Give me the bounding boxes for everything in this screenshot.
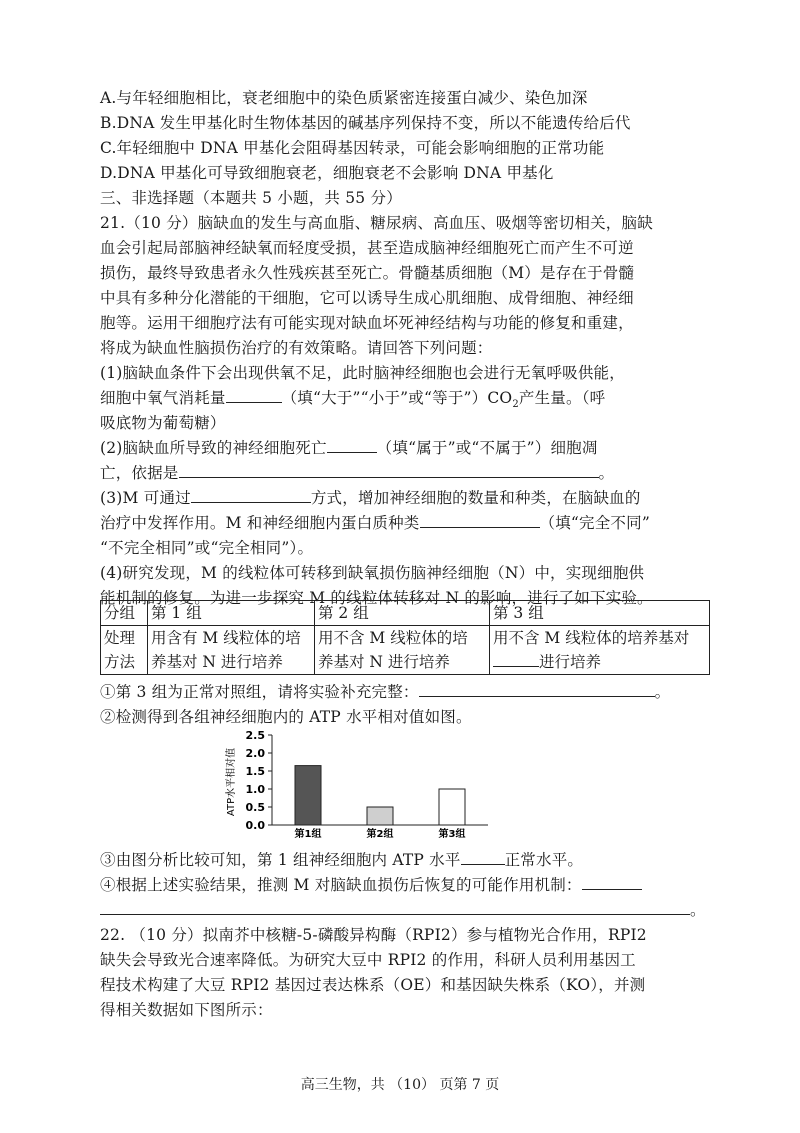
q21-sub3 <box>100 848 710 872</box>
text: 进行培养 <box>539 653 602 671</box>
q21-part1-line: 吸底物为葡萄糖） <box>100 414 226 432</box>
text: 用含有 M 线粒体的培 <box>151 629 301 647</box>
q21-part1-line: (1)脑缺血条件下会出现供氧不足，此时脑神经细胞也会进行无氧呼吸供能， <box>100 364 625 382</box>
text: （填“属于”或“不属于”）细胞凋 <box>376 439 598 457</box>
text: 养基对 N 进行培养 <box>318 653 450 671</box>
answer-blank[interactable] <box>179 461 599 478</box>
y-axis-label: ATP水平相对值 <box>226 747 237 817</box>
text: 处理 <box>104 629 136 647</box>
text: 。 <box>598 464 615 482</box>
text: ③由图分析比较可知，第 1 组神经细胞内 ATP 水平 <box>100 851 461 869</box>
text: 细胞中氧气消耗量 <box>100 389 226 407</box>
text: 。 <box>690 901 706 919</box>
answer-blank[interactable] <box>226 386 282 403</box>
q21-sub1 <box>100 680 710 704</box>
y-tick-label: 0.0 <box>245 819 265 832</box>
y-tick-label: 0.5 <box>245 801 265 814</box>
answer-blank[interactable] <box>100 898 690 915</box>
experiment-table <box>100 600 710 675</box>
bar-3 <box>439 789 465 825</box>
table-cell: 分组 <box>101 601 148 626</box>
subscript: 2 <box>512 399 519 411</box>
answer-blank[interactable] <box>420 511 540 528</box>
table-cell: 第 1 组 <box>148 601 315 626</box>
y-tick-label: 1.5 <box>245 765 265 778</box>
text: 产生量。（呼 <box>518 389 606 407</box>
section-title: 三、非选择题（本题共 5 小题，共 55 分） <box>100 189 402 207</box>
bar-1 <box>295 766 321 825</box>
q21-intro-line: 将成为缺血性脑损伤治疗的有效策略。请回答下列问题： <box>100 339 493 357</box>
text: （填“大于”“小于”或“等于”）CO <box>281 389 513 407</box>
text: 治疗中发挥作用。M 和神经细胞内蛋白质种类 <box>100 514 420 532</box>
table-header-row <box>101 601 710 626</box>
x-tick-label: 第2组 <box>366 829 394 840</box>
table-row <box>101 626 710 675</box>
text: ④根据上述实验结果，推测 M 对脑缺血损伤后恢复的可能作用机制： <box>100 876 582 894</box>
x-tick-label: 第3组 <box>438 829 466 840</box>
q21-sub2: ②检测得到各组神经细胞内的 ATP 水平相对值如图。 <box>100 708 472 726</box>
text: 亡，依据是 <box>100 464 179 482</box>
y-tick-label: 1.0 <box>245 783 265 796</box>
q21-part3-line: “不完全相同”或“完全相同”）。 <box>100 539 314 557</box>
text: 正常水平。 <box>504 851 584 869</box>
table-cell <box>490 626 710 675</box>
option-c: C.年轻细胞中 DNA 甲基化会阻碍基因转录，可能会影响细胞的正常功能 <box>100 139 605 157</box>
text: 用不含 M 线粒体的培养基对 <box>493 629 690 647</box>
answer-blank[interactable] <box>327 436 377 453</box>
option-a: A.与年轻细胞相比，衰老细胞中的染色质紧密连接蛋白减少、染色加深 <box>100 89 588 107</box>
bars <box>295 766 465 825</box>
answer-blank[interactable] <box>582 873 642 890</box>
table-cell <box>148 626 315 675</box>
x-tick-labels <box>295 827 466 840</box>
q21-part4-line: 能机制的修复。为进一步探究 M 的线粒体转移对 N 的影响，进行了如下实验。 <box>100 589 653 607</box>
q21-intro-line: 胞等。运用干细胞疗法有可能实现对缺血坏死神经结构与功能的修复和重建， <box>100 314 634 332</box>
y-tick-label: 2.5 <box>245 730 265 742</box>
q22-line: 22. （10 分）拟南芥中核糖-5-磷酸异构酶（RPI2）参与植物光合作用，RPI2 <box>100 926 647 944</box>
y-ticks <box>246 730 273 832</box>
text: 。 <box>654 683 671 701</box>
q21-part2-line <box>100 436 710 460</box>
answer-blank[interactable] <box>461 848 505 865</box>
q21-intro-line: 21.（10 分）脑缺血的发生与高血脂、糖尿病、高血压、吸烟等密切相关，脑缺 <box>100 214 653 232</box>
text: 用不含 M 线粒体的培 <box>318 629 468 647</box>
y-tick-label: 2.0 <box>245 747 265 760</box>
text: (2)脑缺血所导致的神经细胞死亡 <box>100 439 327 457</box>
page-footer: 高三生物，共 （10） 页第 7 页 <box>300 1077 500 1093</box>
table-cell <box>315 626 490 675</box>
q21-part3-line <box>100 486 710 510</box>
answer-blank[interactable] <box>191 486 311 503</box>
text: 方法 <box>104 653 136 671</box>
text: 养基对 N 进行培养 <box>151 653 283 671</box>
x-tick-label: 第1组 <box>294 829 322 840</box>
q21-sub4 <box>100 873 710 897</box>
table-cell <box>101 626 148 675</box>
q21-intro-line: 中具有多种分化潜能的干细胞，它可以诱导生成心肌细胞、成骨细胞、神经细 <box>100 289 634 307</box>
q21-part2-line <box>100 461 710 485</box>
option-d: D.DNA 甲基化可导致细胞衰老，细胞衰老不会影响 DNA 甲基化 <box>100 164 554 182</box>
q21-part4-line: (4)研究发现，M 的线粒体可转移到缺氧损伤脑神经细胞（N）中，实现细胞供 <box>100 564 645 582</box>
text: (3)M 可通过 <box>100 489 191 507</box>
text <box>493 650 706 674</box>
q21-sub4-cont <box>100 898 710 922</box>
q22-line: 程技术构建了大豆 RPI2 基因过表达株系（OE）和基因缺失株系（KO），并测 <box>100 976 646 994</box>
table-cell: 第 2 组 <box>315 601 490 626</box>
answer-blank[interactable] <box>493 650 539 667</box>
option-b: B.DNA 发生甲基化时生物体基因的碱基序列保持不变，所以不能遗传给后代 <box>100 114 631 132</box>
q22-line: 得相关数据如下图所示： <box>100 1001 273 1019</box>
q22-line: 缺失会导致光合速率降低。为研究大豆中 RPI2 的作用，科研人员利用基因工 <box>100 951 636 969</box>
text: 方式，增加神经细胞的数量和种类，在脑缺血的 <box>310 489 641 507</box>
text: ①第 3 组为正常对照组，请将实验补充完整： <box>100 683 419 701</box>
q21-intro-line: 血会引起局部脑神经缺氧而轻度受损，甚至造成脑神经细胞死亡而产生不可逆 <box>100 239 634 257</box>
text: （填“完全不同” <box>539 514 650 532</box>
atp-bar-chart <box>220 730 500 842</box>
bar-2 <box>367 807 393 825</box>
q21-intro-line: 损伤，最终导致患者永久性残疾甚至死亡。骨髓基质细胞（M）是存在于骨髓 <box>100 264 635 282</box>
answer-blank[interactable] <box>419 680 655 697</box>
q21-part3-line <box>100 511 710 535</box>
table-cell: 第 3 组 <box>490 601 710 626</box>
